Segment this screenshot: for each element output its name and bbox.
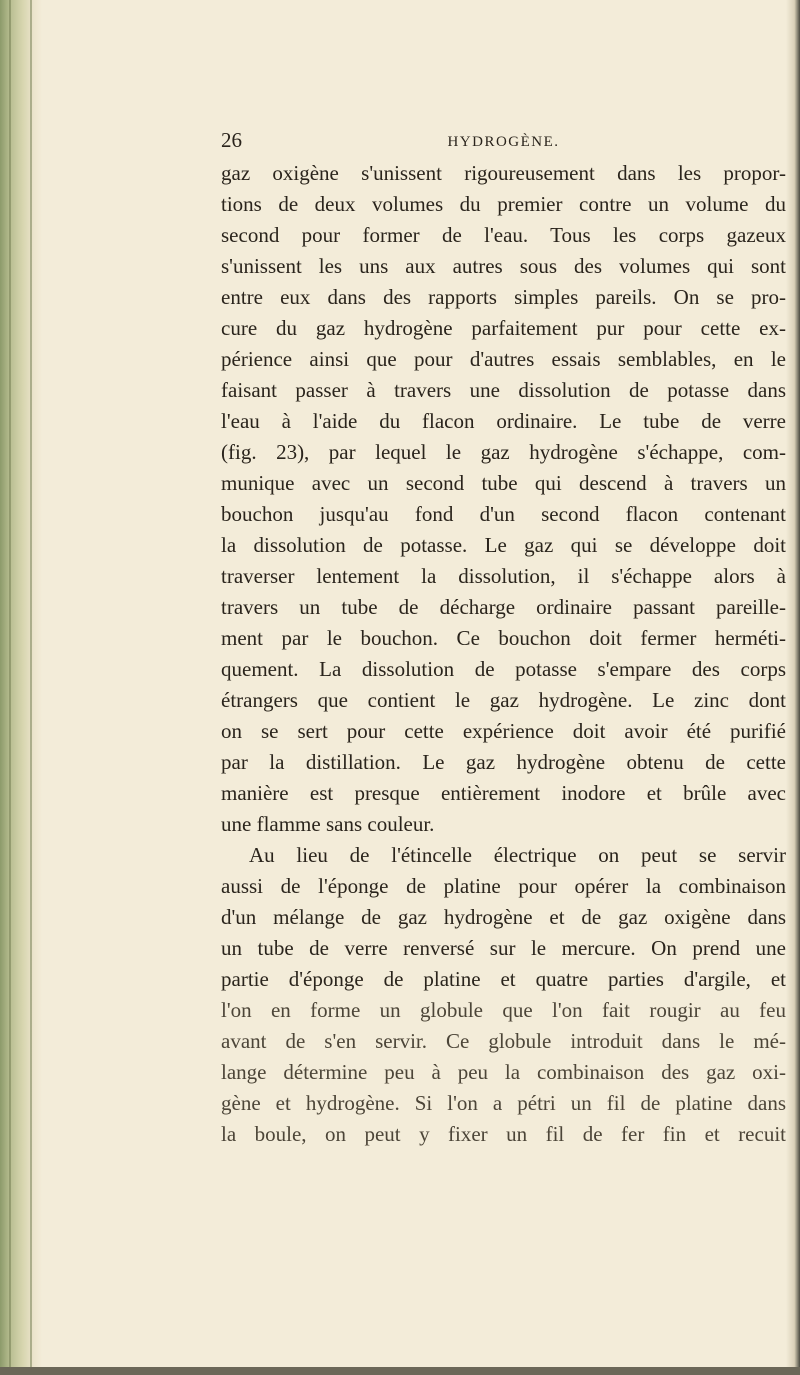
text-line: d'un mélange de gaz hydrogène et de gaz oxigène dans [221,905,786,929]
text-line: on se sert pour cette expérience doit avoir été purifié [221,719,786,743]
text-line: périence ainsi que pour d'autres essais semblables, en le [221,347,786,371]
text-line: partie d'éponge de platine et quatre parties d'argile, et [221,967,786,991]
text-line: second pour former de l'eau. Tous les corps gazeux [221,223,786,247]
text-line: gaz oxigène s'unissent rigoureusement dans les propor- [221,161,786,185]
text-line: aussi de l'éponge de platine pour opérer la combinaison [221,874,786,898]
text-line: lange détermine peu à peu la combinaison des gaz oxi- [221,1060,786,1084]
text-line: un tube de verre renversé sur le mercure. On prend une [221,936,786,960]
text-line: cure du gaz hydrogène parfaitement pur pour cette ex- [221,316,786,340]
book-binding-edge [0,0,42,1375]
text-line: quement. La dissolution de potasse s'empare des corps [221,657,786,681]
text-line: munique avec un second tube qui descend à travers un [221,471,786,495]
text-line: travers un tube de décharge ordinaire passant pareille- [221,595,786,619]
text-line: la dissolution de potasse. Le gaz qui se développe doit [221,533,786,557]
text-line: bouchon jusqu'au fond d'un second flacon contenant [221,502,786,526]
text-line: faisant passer à travers une dissolution de potasse dans [221,378,786,402]
text-line: par la distillation. Le gaz hydrogène obtenu de cette [221,750,786,774]
running-title: HYDROGÈNE. [447,134,560,150]
text-line: la boule, on peut y fixer un fil de fer fin et recuit [221,1122,786,1146]
text-line: Au lieu de l'étincelle électrique on peut se servir [249,843,786,867]
text-line: tions de deux volumes du premier contre un volume du [221,192,786,216]
page-number: 26 [221,128,242,152]
text-line: avant de s'en servir. Ce globule introduit dans le mé- [221,1029,786,1053]
text-line: (fig. 23), par lequel le gaz hydrogène s'échappe, com- [221,440,786,464]
text-line: gène et hydrogène. Si l'on a pétri un fil de platine dans [221,1091,786,1115]
text-line: étrangers que contient le gaz hydrogène. Le zinc dont [221,688,786,712]
text-line: traverser lentement la dissolution, il s'échappe alors à [221,564,786,588]
binding-crease [9,0,11,1375]
text-line: entre eux dans des rapports simples pareils. On se pro- [221,285,786,309]
text-line: l'eau à l'aide du flacon ordinaire. Le tube de verre [221,409,786,433]
binding-crease [30,0,32,1375]
text-line: l'on en forme un globule que l'on fait rougir au feu [221,998,786,1022]
page-bottom-edge [0,1367,800,1375]
text-line: s'unissent les uns aux autres sous des volumes qui sont [221,254,786,278]
text-line: une flamme sans couleur. [221,812,435,836]
text-line: manière est presque entièrement inodore et brûle avec [221,781,786,805]
text-line: ment par le bouchon. Ce bouchon doit fermer herméti- [221,626,786,650]
page-right-edge [786,0,800,1375]
